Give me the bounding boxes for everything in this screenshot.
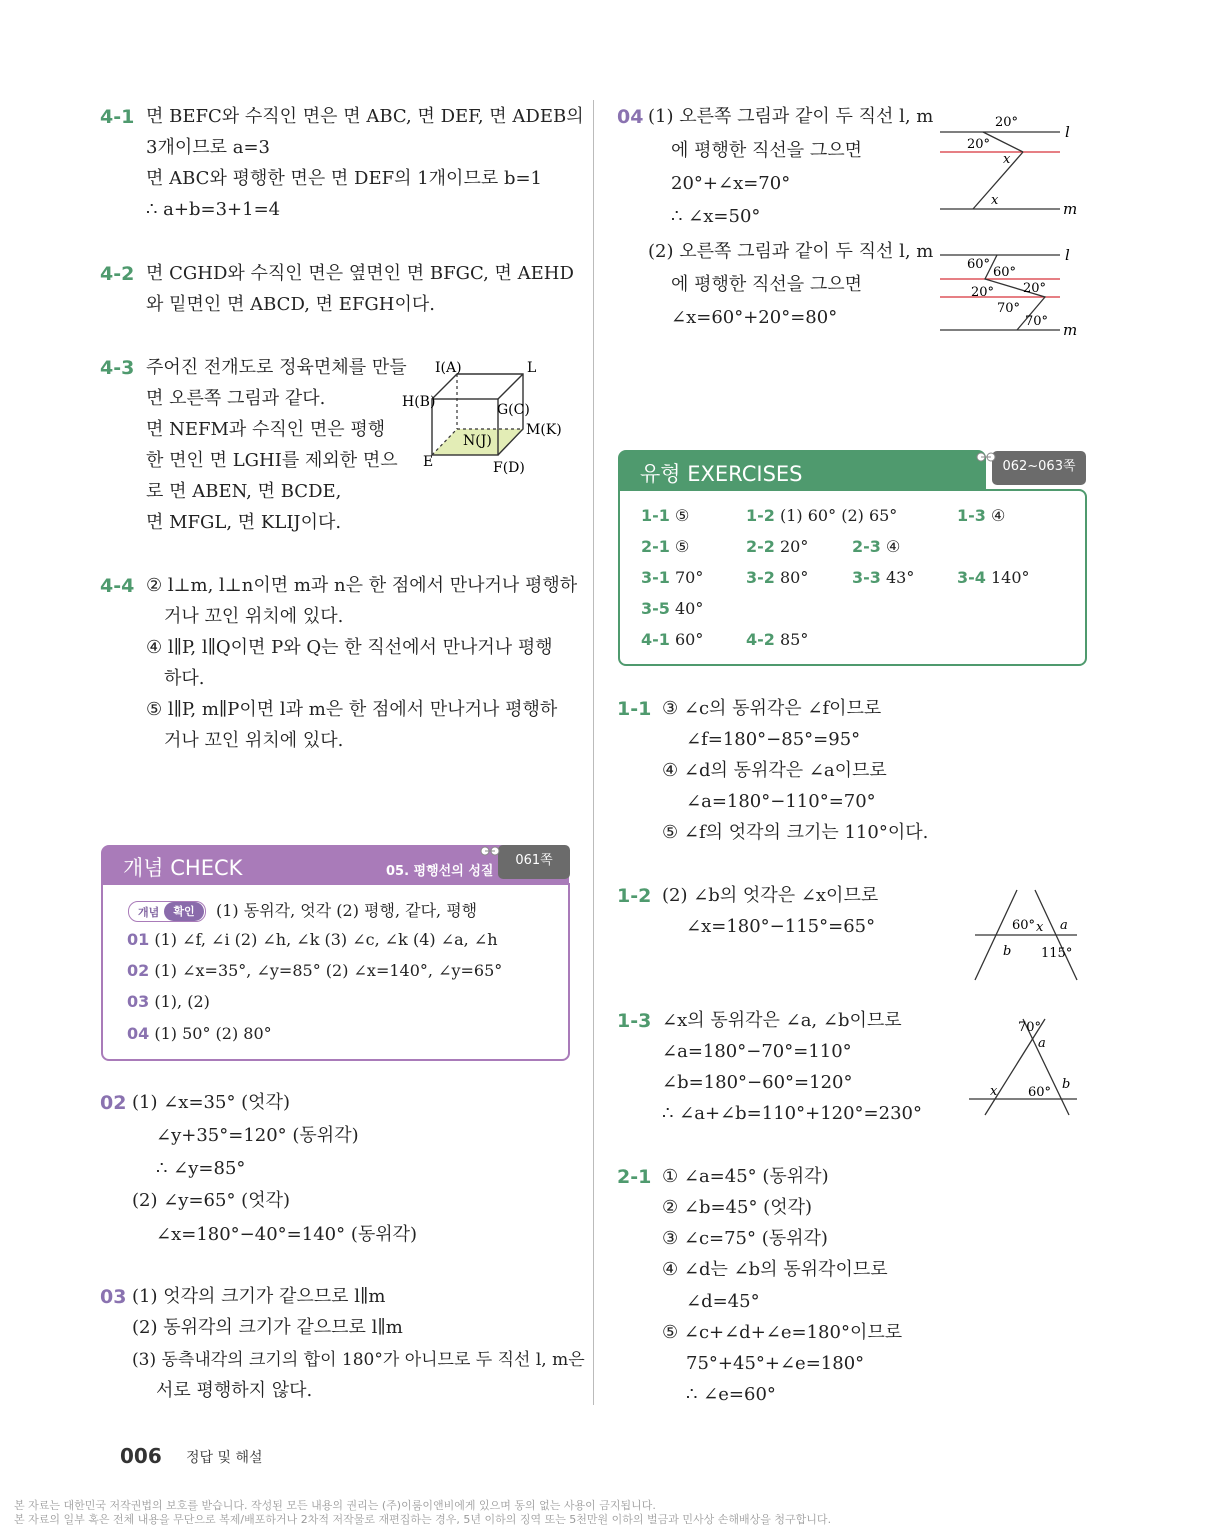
text-line: 하다. <box>164 668 205 689</box>
text-line: 3개이므로 a=3 <box>146 137 270 158</box>
text-line: ③ ∠c=75° (동위각) <box>662 1228 828 1249</box>
angle-label: 60° <box>1012 918 1036 933</box>
answer-value: (1) 60° (2) 65° <box>780 506 898 525</box>
text-line: ∴ ∠x=50° <box>671 206 761 227</box>
text-line: ⑤ l∥P, m∥P이면 l과 m은 한 점에서 만나거나 평행하 <box>146 699 558 720</box>
text-line: ∠x=180°−40°=140° (동위각) <box>156 1224 418 1245</box>
text-line: ∴ ∠a+∠b=110°+120°=230° <box>662 1103 922 1124</box>
check-item <box>127 930 498 950</box>
text-line: 로 면 ABEN, 면 BCDE, <box>146 481 342 502</box>
angle-label: a <box>1038 1036 1046 1051</box>
triangle-figure <box>965 1015 1085 1120</box>
angle-label: 20° <box>1023 281 1047 296</box>
answer-key: 3-5 <box>641 599 670 618</box>
answer-item <box>746 568 808 588</box>
vertex-label: L <box>527 360 537 376</box>
text-line: (3) 동측내각의 크기의 합이 180°가 아니므로 두 직선 l, m은 <box>132 1350 585 1370</box>
parallel-lines-figure-1 <box>935 110 1085 220</box>
answer-key: 3-4 <box>957 568 986 587</box>
problem-label-03: 03 <box>100 1286 127 1308</box>
answer-value: ⑤ <box>675 537 690 556</box>
answer-key: 2-3 <box>852 537 881 556</box>
text-line: 에 평행한 직선을 그으면 <box>671 274 863 295</box>
column-divider <box>593 100 594 1405</box>
copyright-line: 본 자료의 일부 혹은 전체 내용을 무단으로 복제/배포하거나 2차적 저작물로 재편집하는 경우, 5년 이하의 징역 또는 5천만원 이하의 벌금과 민사상 손해배상을 청구합니다. <box>14 1513 832 1526</box>
answer-item <box>641 599 703 619</box>
line-label: m <box>1063 321 1078 339</box>
vertex-label: F(D) <box>493 460 525 476</box>
text-line: ∠a=180°−110°=70° <box>686 791 876 812</box>
text-line: ∠y+35°=120° (동위각) <box>156 1125 359 1146</box>
problem-label-2-1: 2-1 <box>617 1166 652 1188</box>
answer-value: ⑤ <box>675 506 690 525</box>
item-num: 03 <box>127 992 150 1011</box>
text-line: ∠b=180°−60°=120° <box>662 1072 853 1093</box>
text-line: 면 CGHD와 수직인 면은 옆면인 면 BFGC, 면 AEHD <box>146 263 574 284</box>
copyright-line: 본 자료는 대한민국 저작권법의 보호를 받습니다. 작성된 모든 내용의 권리는 (주)이룸이앤비에게 있으며 동의 없는 사용이 금지됩니다. <box>14 1499 656 1512</box>
text-line: (2) ∠y=65° (엇각) <box>132 1190 290 1211</box>
problem-label-4-3: 4-3 <box>100 357 135 379</box>
angle-label: 70° <box>997 301 1021 316</box>
cube-figure <box>395 350 575 480</box>
answer-key: 4-2 <box>746 630 775 649</box>
text-line: ③ ∠c의 동위각은 ∠f이므로 <box>662 698 882 719</box>
answer-item <box>746 630 808 650</box>
answer-value: ④ <box>991 506 1006 525</box>
text-line: 에 평행한 직선을 그으면 <box>671 140 863 161</box>
answer-value: 60° <box>675 630 704 649</box>
answer-key: 2-2 <box>746 537 775 556</box>
text-line: ∠d=45° <box>686 1291 760 1312</box>
text-line: (2) 동위각의 크기가 같으므로 l∥m <box>132 1317 403 1338</box>
answer-item <box>641 506 689 526</box>
answer-key: 3-1 <box>641 568 670 587</box>
text-line: ∴ ∠y=85° <box>156 1158 246 1179</box>
section-title: 정답 및 해설 <box>186 1450 263 1466</box>
angle-label: b <box>1003 944 1012 959</box>
page-ref-tab: 062~063쪽 <box>992 451 1086 485</box>
text-line: (1) 오른쪽 그림과 같이 두 직선 l, m <box>648 106 934 127</box>
vertex-label: H(B) <box>402 394 436 410</box>
angle-label: x <box>1003 152 1011 167</box>
answer-value: 85° <box>780 630 809 649</box>
item-text: (1) ∠x=35°, ∠y=85° (2) ∠x=140°, ∠y=65° <box>154 961 503 980</box>
angle-label: 70° <box>1018 1020 1042 1035</box>
answer-value: 70° <box>675 568 704 587</box>
clip-icon <box>974 450 998 464</box>
line-label: l <box>1065 123 1070 141</box>
text-line: ∠x의 동위각은 ∠a, ∠b이므로 <box>662 1010 902 1031</box>
answer-key: 4-1 <box>641 630 670 649</box>
line-label: m <box>1063 200 1078 218</box>
concept-confirm-badge <box>128 901 206 922</box>
item-num: 04 <box>127 1024 150 1043</box>
answer-value: 80° <box>780 568 809 587</box>
check-item <box>127 992 210 1012</box>
text-line: 한 면인 면 LGHI를 제외한 면으 <box>146 450 398 471</box>
text-line: 면 BEFC와 수직인 면은 면 ABC, 면 DEF, 면 ADEB의 <box>146 106 584 127</box>
text-line: ② l⊥m, l⊥n이면 m과 n은 한 점에서 만나거나 평행하 <box>146 575 578 596</box>
text-line: (2) ∠b의 엇각은 ∠x이므로 <box>662 885 879 906</box>
answer-key: 1-3 <box>957 506 986 525</box>
text-line: ⑤ ∠f의 엇각의 크기는 110°이다. <box>662 822 929 843</box>
angle-label: x <box>990 1084 998 1099</box>
item-num: 01 <box>127 930 150 949</box>
text-line: 거나 꼬인 위치에 있다. <box>164 730 344 751</box>
text-line: ∴ a+b=3+1=4 <box>146 199 281 220</box>
text-line: 면 NEFM과 수직인 면은 평행 <box>146 419 386 440</box>
angle-label: 60° <box>967 257 991 272</box>
vertex-label: I(A) <box>435 360 462 376</box>
vertex-label: E <box>423 454 434 470</box>
text-line: ∴ ∠e=60° <box>686 1384 776 1405</box>
transversal-figure <box>965 885 1085 985</box>
text-line: 주어진 전개도로 정육면체를 만들 <box>146 357 407 378</box>
text-line: ④ ∠d의 동위각은 ∠a이므로 <box>662 760 887 781</box>
text-line: ∠x=180°−115°=65° <box>686 916 876 937</box>
angle-label: 60° <box>1028 1085 1052 1100</box>
answer-item <box>641 630 703 650</box>
answer-item <box>852 537 900 557</box>
answer-item <box>746 506 897 526</box>
item-text: (1) 50° (2) 80° <box>154 1024 272 1043</box>
text-line: 20°+∠x=70° <box>671 173 791 194</box>
check-item <box>127 961 502 981</box>
text-line: 75°+45°+∠e=180° <box>686 1353 865 1374</box>
angle-label: 115° <box>1041 946 1073 961</box>
text-line: ∠x=60°+20°=80° <box>671 307 838 328</box>
text-line: ④ l∥P, l∥Q이면 P와 Q는 한 직선에서 만나거나 평행 <box>146 637 553 658</box>
text-line: ∠f=180°−85°=95° <box>686 729 861 750</box>
page-number: 006 <box>120 1444 162 1468</box>
text-line: 면 MFGL, 면 KLIJ이다. <box>146 512 342 533</box>
angle-label: b <box>1062 1077 1071 1092</box>
clip-icon <box>478 844 502 858</box>
answer-item <box>641 537 689 557</box>
problem-label-1-1: 1-1 <box>617 698 652 720</box>
text-line: 서로 평행하지 않다. <box>156 1380 313 1401</box>
angle-label: 20° <box>971 285 995 300</box>
concept-confirm-text: (1) 동위각, 엇각 (2) 평행, 같다, 평행 <box>216 901 478 920</box>
angle-label: 70° <box>1025 314 1049 329</box>
answer-item <box>957 568 1030 588</box>
angle-label: 60° <box>993 265 1017 280</box>
answer-value: 20° <box>780 537 809 556</box>
text-line: 와 밑면인 면 ABCD, 면 EFGH이다. <box>146 294 435 315</box>
check-item <box>127 1024 272 1044</box>
text-line: 거나 꼬인 위치에 있다. <box>164 606 344 627</box>
answer-value: 43° <box>886 568 915 587</box>
answer-key: 3-2 <box>746 568 775 587</box>
answer-key: 3-3 <box>852 568 881 587</box>
problem-label-1-2: 1-2 <box>617 885 652 907</box>
text-line: (1) ∠x=35° (엇각) <box>132 1092 290 1113</box>
angle-label: a <box>1060 918 1068 933</box>
parallel-lines-figure-2 <box>935 243 1085 343</box>
vertex-label: G(C) <box>497 402 530 418</box>
badge-label: 확인 <box>164 902 204 921</box>
problem-label-4-1: 4-1 <box>100 106 135 128</box>
answer-key: 2-1 <box>641 537 670 556</box>
text-line: ① ∠a=45° (동위각) <box>662 1166 829 1187</box>
problem-label-4-2: 4-2 <box>100 263 135 285</box>
item-text: (1), (2) <box>154 992 210 1011</box>
answer-value: ④ <box>886 537 901 556</box>
angle-label: x <box>991 193 999 208</box>
text-line: 면 오른쪽 그림과 같다. <box>146 388 326 409</box>
item-text: (1) ∠f, ∠i (2) ∠h, ∠k (3) ∠c, ∠k (4) ∠a, ∠h <box>154 930 498 949</box>
text-line: ⑤ ∠c+∠d+∠e=180°이므로 <box>662 1322 903 1343</box>
answer-item <box>746 537 808 557</box>
answer-value: 140° <box>991 568 1030 587</box>
answer-key: 1-2 <box>746 506 775 525</box>
problem-label-04: 04 <box>617 106 644 128</box>
problem-label-02: 02 <box>100 1092 127 1114</box>
angle-label: 20° <box>967 137 991 152</box>
page-ref-tab: 061쪽 <box>498 845 570 879</box>
exercises-title: 유형 EXERCISES <box>640 462 803 486</box>
concept-check-title: 개념 CHECK <box>123 856 243 880</box>
vertex-label: M(K) <box>526 422 562 438</box>
line-label: l <box>1065 246 1070 264</box>
concept-check-subtitle: 05. 평행선의 성질 <box>386 864 494 879</box>
answer-item <box>957 506 1005 526</box>
text-line: ② ∠b=45° (엇각) <box>662 1197 812 1218</box>
problem-label-1-3: 1-3 <box>617 1010 652 1032</box>
text-line: (2) 오른쪽 그림과 같이 두 직선 l, m <box>648 241 934 262</box>
answer-key: 1-1 <box>641 506 670 525</box>
text-line: (1) 엇각의 크기가 같으므로 l∥m <box>132 1286 386 1307</box>
answer-item <box>852 568 914 588</box>
angle-label: 20° <box>995 115 1019 130</box>
answer-item <box>641 568 703 588</box>
item-num: 02 <box>127 961 150 980</box>
answer-value: 40° <box>675 599 704 618</box>
text-line: ∠a=180°−70°=110° <box>662 1041 852 1062</box>
problem-label-4-4: 4-4 <box>100 575 135 597</box>
exercises-header <box>618 450 986 491</box>
badge-label: 개념 <box>138 906 160 919</box>
vertex-label: N(J) <box>463 433 492 449</box>
text-line: 면 ABC와 평행한 면은 면 DEF의 1개이므로 b=1 <box>146 168 542 189</box>
text-line: ④ ∠d는 ∠b의 동위각이므로 <box>662 1259 888 1280</box>
angle-label: x <box>1036 920 1044 935</box>
